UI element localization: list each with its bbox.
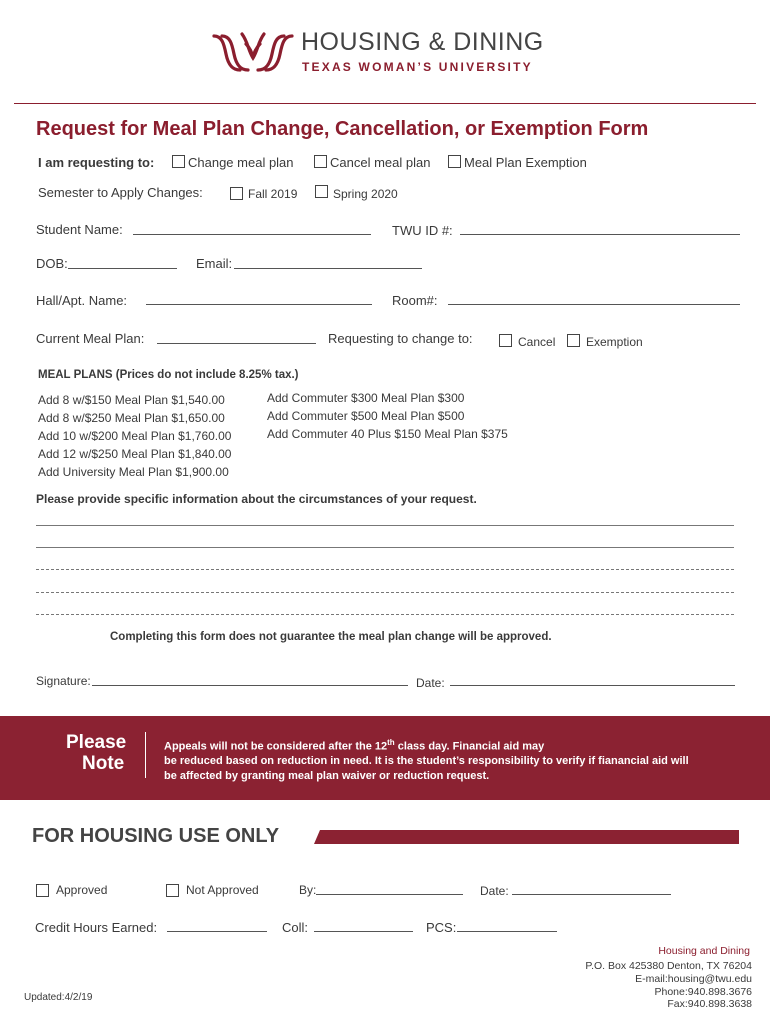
dob-label: DOB: [36,256,68,271]
meal-plan-item: Add Commuter $300 Meal Plan $300 [267,391,465,405]
housing-date-field[interactable] [512,894,671,895]
circumstances-line-3[interactable] [36,569,734,570]
meal-plan-item: Add 8 w/$150 Meal Plan $1,540.00 [38,393,225,407]
note-text [164,736,754,783]
meal-plan-item: Add Commuter $500 Meal Plan $500 [267,409,465,423]
approval-disclaimer: Completing this form does not guarantee the meal plan change will be approved. [110,631,552,643]
email-field[interactable] [234,268,422,269]
student-name-field[interactable] [133,234,371,235]
student-name-label: Student Name: [36,222,123,237]
spring-2020-label: Spring 2020 [333,187,398,201]
cancel-meal-plan-checkbox[interactable] [314,155,327,168]
approved-checkbox[interactable] [36,884,49,897]
circumstances-prompt: Please provide specific information about the circumstances of your request. [36,492,477,506]
twu-id-field[interactable] [460,234,740,235]
hall-field[interactable] [146,304,372,305]
credit-hours-field[interactable] [167,931,267,932]
meal-plan-exemption-checkbox[interactable] [448,155,461,168]
note-text-sup: th [387,738,395,747]
current-plan-field[interactable] [157,343,316,344]
pcs-field[interactable] [457,931,557,932]
twu-id-label: TWU ID #: [392,223,453,238]
footer-dept: Housing and Dining [658,945,750,957]
email-label: Email: [196,256,233,271]
change-meal-plan-checkbox[interactable] [172,155,185,168]
footer-phone: Phone:940.898.3676 [654,986,752,998]
room-label: Room#: [392,293,438,308]
fall-2019-label: Fall 2019 [248,187,298,201]
change-exemption-checkbox[interactable] [567,334,580,347]
fall-2019-checkbox[interactable] [230,187,243,200]
housing-use-heading: FOR HOUSING USE ONLY [32,825,280,847]
please-note-title-2: Note [82,753,125,774]
meal-plan-item: Add Commuter 40 Plus $150 Meal Plan $375 [267,427,508,441]
footer-email: E-mail:housing@twu.edu [635,973,752,985]
header-divider [14,103,756,104]
note-text-line3: be affected by granting meal plan waiver or reduction request. [164,769,490,782]
not-approved-label: Not Approved [186,883,259,897]
circumstances-line-5[interactable] [36,614,734,615]
requesting-label: I am requesting to: [38,155,155,170]
please-note-title: Please [66,732,127,753]
change-cancel-label: Cancel [518,335,556,349]
meal-plan-item: Add 12 w/$250 Meal Plan $1,840.00 [38,447,232,461]
circumstances-line-1[interactable] [36,525,734,526]
by-label: By: [299,883,317,897]
cancel-meal-plan-label: Cancel meal plan [330,155,431,170]
by-field[interactable] [316,894,463,895]
meal-plan-item: Add 10 w/$200 Meal Plan $1,760.00 [38,429,232,443]
change-cancel-checkbox[interactable] [499,334,512,347]
signature-label: Signature: [36,674,91,688]
meal-plans-heading: MEAL PLANS (Prices do not include 8.25% tax.) [38,369,299,381]
form-title: Request for Meal Plan Change, Cancellation, or Exemption Form [36,118,649,140]
brand-subtitle: TEXAS WOMAN’S UNIVERSITY [302,60,533,74]
note-text-part1: Appeals will not be considered after the 12 [164,740,388,753]
change-meal-plan-label: Change meal plan [188,155,294,170]
brand-title: HOUSING & DINING [301,28,544,56]
change-exemption-label: Exemption [586,335,643,349]
updated-date: Updated:4/2/19 [24,992,93,1003]
not-approved-checkbox[interactable] [166,884,179,897]
meal-plan-exemption-label: Meal Plan Exemption [464,155,587,170]
meal-plan-item: Add 8 w/$250 Meal Plan $1,650.00 [38,411,225,425]
spring-2020-checkbox[interactable] [315,185,328,198]
please-note-banner [0,716,770,800]
signature-date-label: Date: [416,676,445,690]
pcs-label: PCS: [426,920,457,935]
note-divider [145,732,146,778]
circumstances-line-4[interactable] [36,592,734,593]
circumstances-line-2[interactable] [36,547,734,548]
signature-field[interactable] [92,685,408,686]
note-text-part2: class day. Financial aid may [394,740,545,753]
meal-plan-item: Add University Meal Plan $1,900.00 [38,465,229,479]
dob-field[interactable] [68,268,177,269]
housing-date-label: Date: [480,884,509,898]
credit-hours-label: Credit Hours Earned: [35,920,158,935]
note-text-line2: be reduced based on reduction in need. It is the student’s responsibility to verify if fianancial aid will [164,755,689,768]
housing-use-bar [314,830,739,844]
requesting-change-label: Requesting to change to: [328,331,473,346]
footer-fax: Fax:940.898.3638 [667,998,752,1010]
room-field[interactable] [448,304,740,305]
approved-label: Approved [56,883,108,897]
hall-label: Hall/Apt. Name: [36,293,128,308]
twu-logo-icon [212,30,294,76]
current-plan-label: Current Meal Plan: [36,331,145,346]
coll-field[interactable] [314,931,413,932]
signature-date-field[interactable] [450,685,735,686]
coll-label: Coll: [282,920,309,935]
semester-label: Semester to Apply Changes: [38,185,203,200]
footer-address: P.O. Box 425380 Denton, TX 76204 [585,960,752,972]
